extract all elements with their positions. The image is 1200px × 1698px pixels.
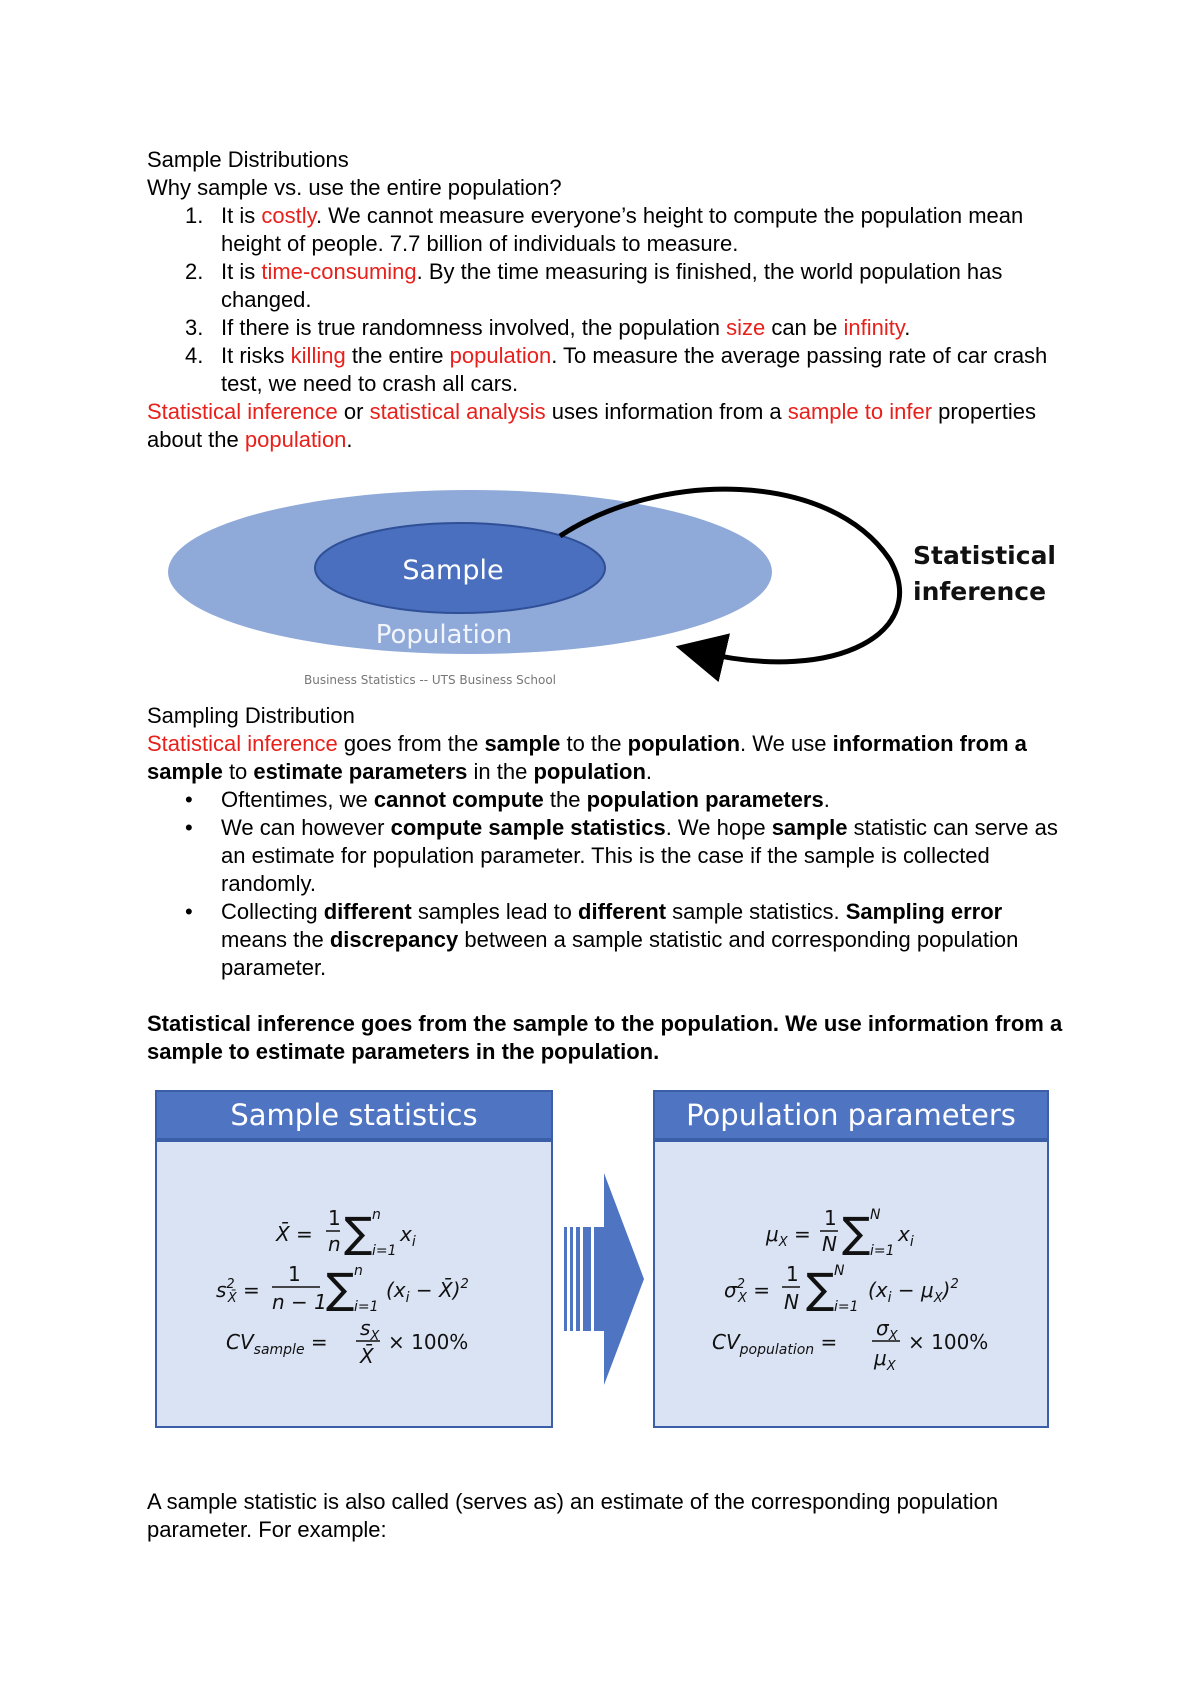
list-item: 4. It risks killing the entire population. To measure the average passing rate of car crash test, we need to crash all cars. <box>185 343 1048 396</box>
statistics-parameters-figure <box>146 1075 1056 1445</box>
svg-text:xi: $x_i$ <box>898 1222 914 1250</box>
svg-text:i=1: i=1 <box>834 1299 859 1315</box>
right-arrow-icon <box>564 1173 644 1385</box>
population-label: Population <box>375 620 513 650</box>
svg-text:σ2X =: $\sigma^2$ X = <box>724 1277 770 1306</box>
svg-text:N: N <box>784 1290 799 1314</box>
svg-text:(xi − μX)2: $(x_i - \mu_X)^2$ <box>868 1277 959 1306</box>
inference-label-line1: Statistical <box>913 541 1057 570</box>
svg-text:∑: ∑ <box>326 1264 355 1313</box>
list-item: 1. It is costly. We cannot measure everyone’s height to compute the population mean height of people. 7.7 billion of individuals to measure. <box>185 203 1024 256</box>
population-parameters-title: Population parameters <box>686 1098 1016 1132</box>
svg-text:1: 1 <box>288 1262 301 1286</box>
svg-text:xi: $x_i$ <box>400 1222 416 1250</box>
list-item: • Collecting different samples lead to different sample statistics. Sampling error means the discrepancy between a sample statistic and corresponding population parameter. <box>185 899 1019 980</box>
bold-statement: Statistical inference goes from the sample to the population. We use information from a sample to estimate parameters in the population. <box>147 1011 1063 1064</box>
svg-text:1: 1 <box>786 1262 799 1286</box>
population-parameters-panel <box>654 1141 1048 1427</box>
svg-text:∑: ∑ <box>344 1208 373 1257</box>
svg-text:× 100%: × 100% <box>908 1330 989 1354</box>
heading-sample-distributions: Sample Distributions <box>147 147 349 172</box>
svg-text:N: N <box>834 1263 845 1279</box>
svg-text:σX: $\sigma_X$ <box>876 1316 898 1344</box>
svg-text:i=1: i=1 <box>354 1299 379 1315</box>
svg-text:s2X̄ =: $s^2$ X̄ = <box>216 1277 260 1306</box>
svg-text:i=1: i=1 <box>372 1243 397 1259</box>
sample-statistics-title: Sample statistics <box>230 1098 478 1132</box>
section-sampling-distribution <box>147 702 1067 982</box>
heading-sampling-distribution: Sampling Distribution <box>147 703 355 728</box>
sample-label: Sample <box>402 555 504 586</box>
svg-text:n: n <box>328 1232 341 1256</box>
inference-definition-paragraph: Statistical inference goes from the sample to the population. We use information from a sample to estimate parameters in the population. <box>147 731 1027 784</box>
svg-text:× 100%: × 100% <box>388 1330 469 1354</box>
svg-text:X̄: X̄ <box>360 1344 374 1368</box>
svg-text:n: n <box>354 1263 363 1279</box>
list-item: 2. It is time-consuming. By the time measuring is finished, the world population has changed. <box>185 259 1003 312</box>
question-line: Why sample vs. use the entire population? <box>147 175 562 200</box>
list-item: 3. If there is true randomness involved, the population size can be infinity. <box>185 315 911 340</box>
svg-text:∑: ∑ <box>806 1264 835 1313</box>
svg-text:(xi − X̄)2: ($x_i$ − X̄)$^2$ <box>386 1277 469 1306</box>
svg-text:sX: $s_X$ <box>360 1316 380 1344</box>
svg-text:X̄ =: X̄ = <box>276 1222 313 1246</box>
reasons-list <box>147 202 1067 398</box>
svg-text:n: n <box>372 1207 381 1223</box>
svg-text:∑: ∑ <box>842 1208 871 1257</box>
sample-population-diagram <box>140 480 1060 690</box>
inference-label-line2: inference <box>913 577 1047 606</box>
section-sample-distributions <box>147 146 1067 454</box>
closing-paragraph: A sample statistic is also called (serves as) an estimate of the corresponding population parameter. For example: <box>147 1489 999 1542</box>
svg-text:n − 1: n − 1 <box>272 1290 327 1314</box>
figure-caption: Business Statistics -- UTS Business School <box>304 673 556 687</box>
svg-text:μX =: $\mu_X$ = <box>766 1222 811 1250</box>
points-list <box>147 786 1067 982</box>
list-item: • Oftentimes, we cannot compute the population parameters. <box>185 787 830 812</box>
svg-text:N: N <box>822 1232 837 1256</box>
svg-text:μX: $\mu_X$ <box>874 1346 896 1374</box>
svg-text:1: 1 <box>328 1206 341 1230</box>
inference-paragraph: Statistical inference or statistical analysis uses information from a sample to infer properties about the population. <box>147 399 1036 452</box>
svg-text:i=1: i=1 <box>870 1243 895 1259</box>
svg-text:CVpopulation =: $CV_{population}$ = <box>712 1330 838 1358</box>
svg-text:N: N <box>870 1207 881 1223</box>
svg-text:CVsample =: $CV_{sample}$ = <box>226 1330 328 1358</box>
list-item: • We can however compute sample statistics. We hope sample statistic can serve as an estimate for population parameter. This is the case if the sample is collected randomly. <box>185 815 1058 896</box>
svg-text:1: 1 <box>824 1206 837 1230</box>
